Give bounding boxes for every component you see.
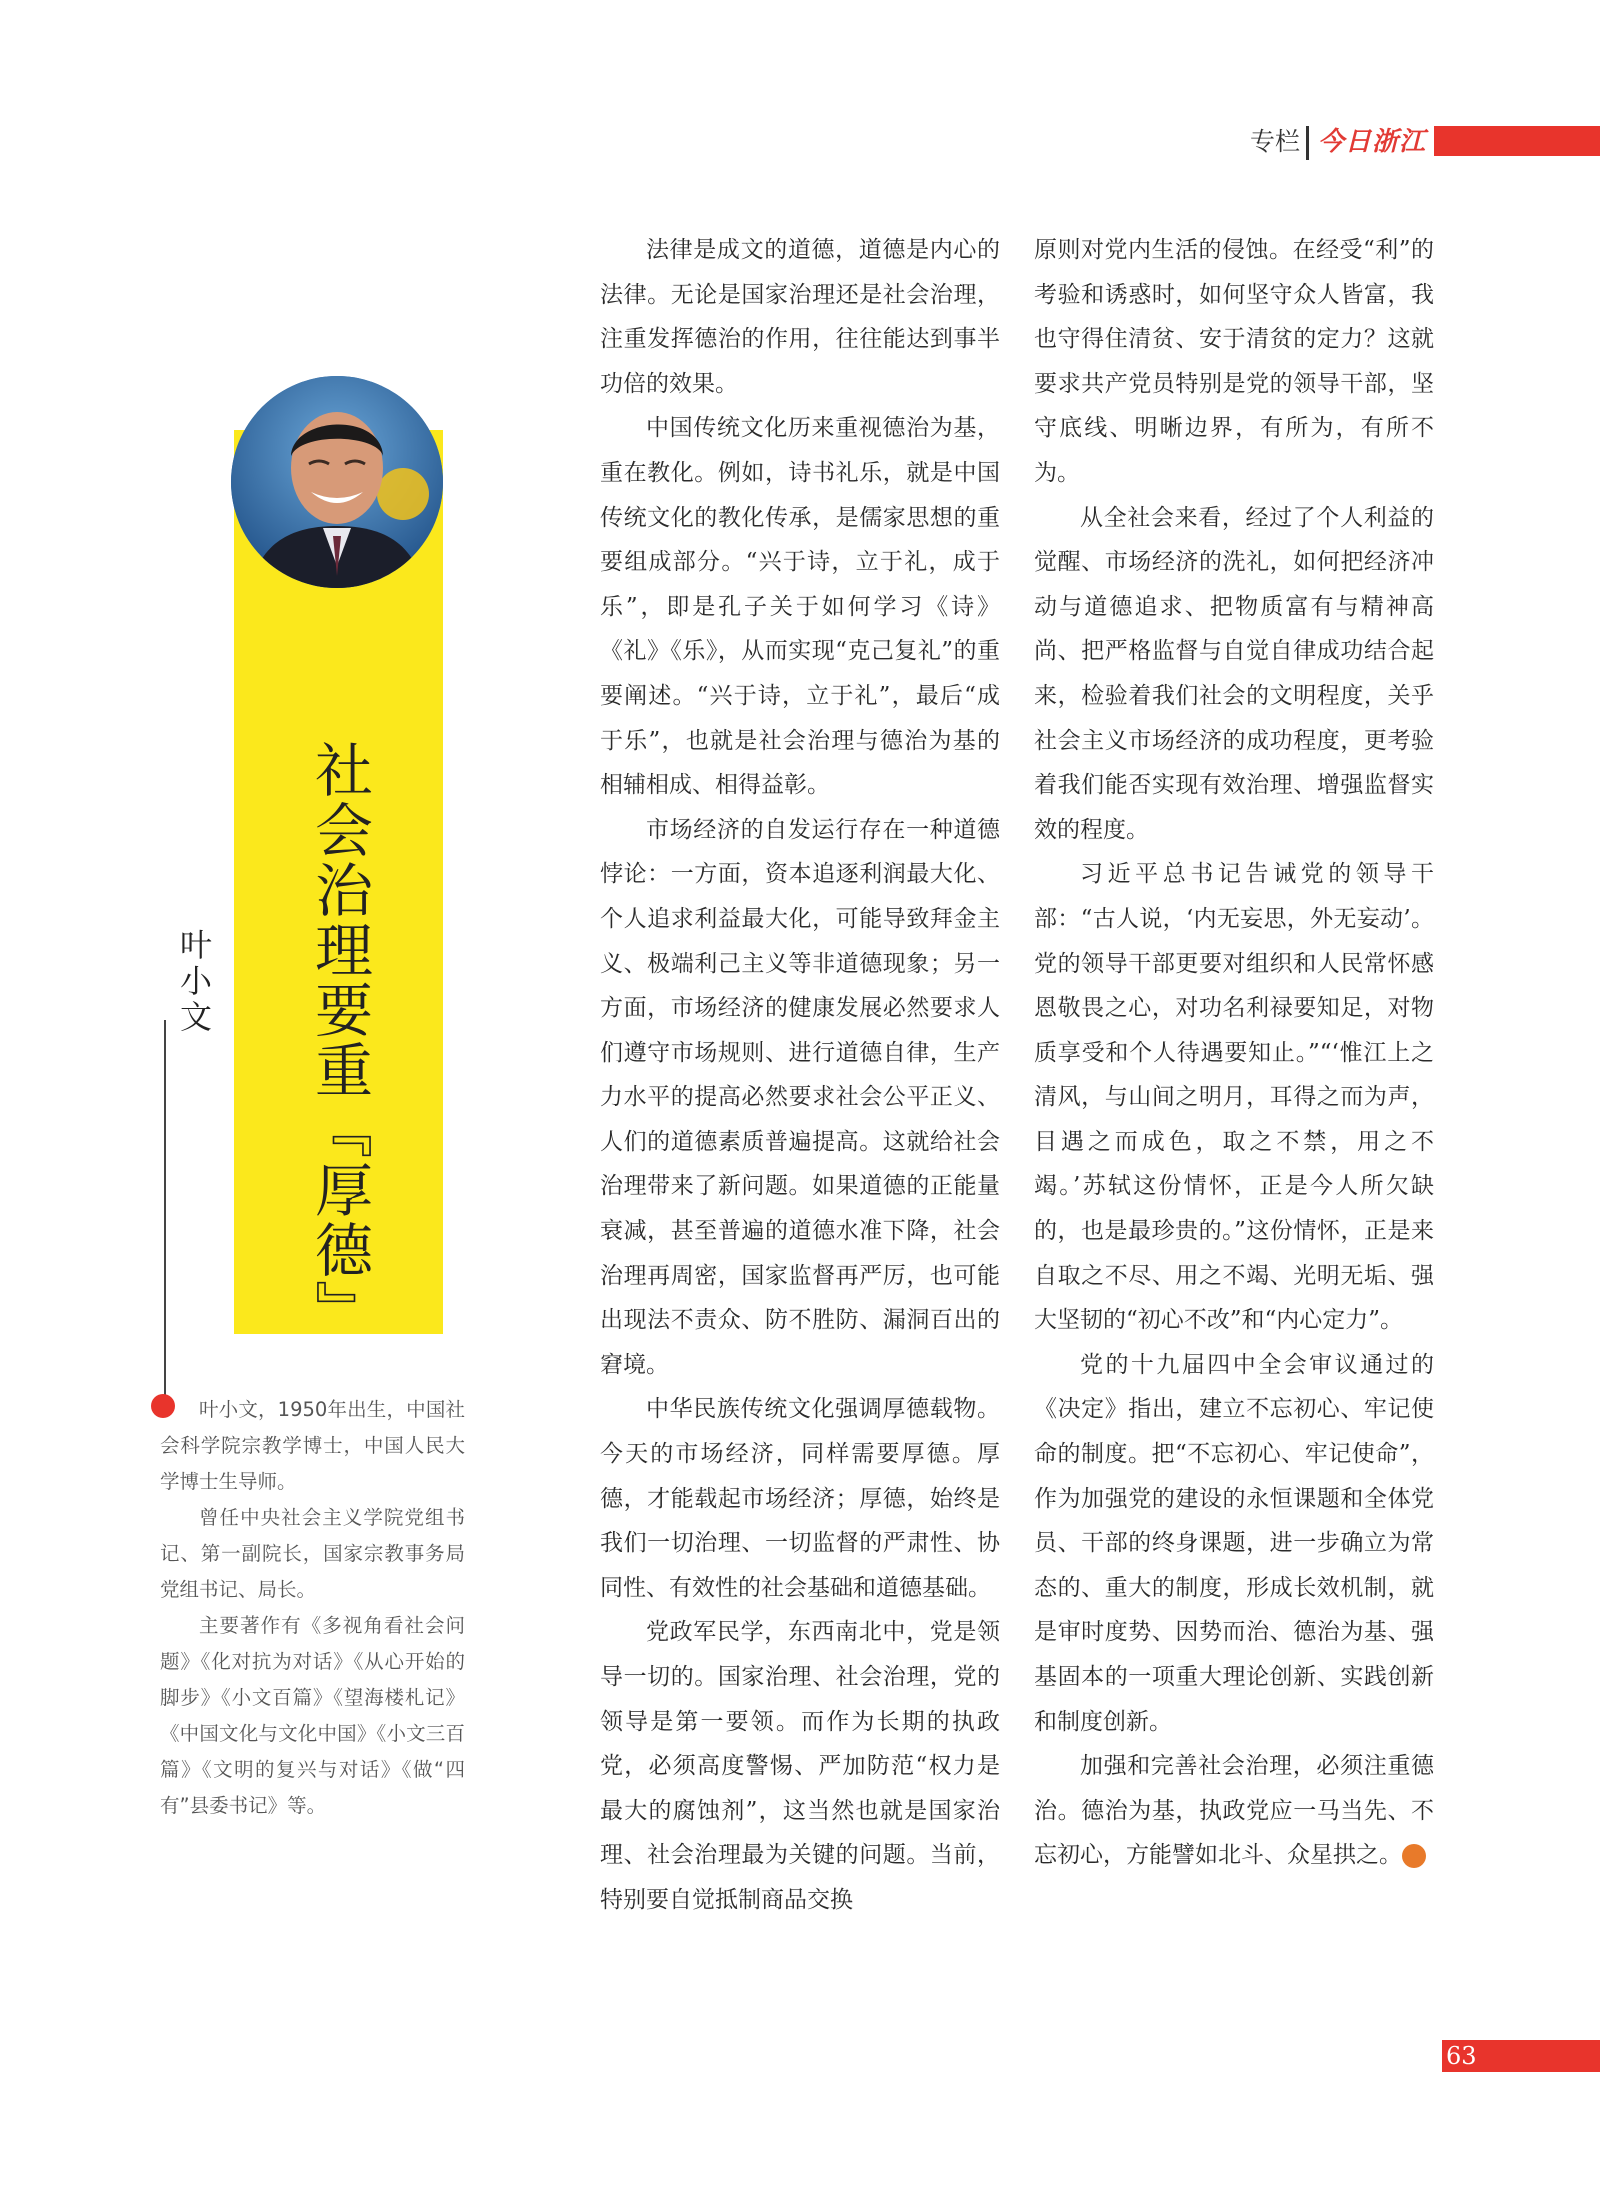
portrait-image bbox=[231, 376, 443, 588]
header-red-bar bbox=[1434, 126, 1600, 156]
paragraph: 中华民族传统文化强调厚德载物。今天的市场经济，同样需要厚德。厚德，才能载起市场经济；厚德，始终是我们一切治理、一切监督的严肃性、协同性、有效性的社会基础和道德基础。 bbox=[600, 1396, 1000, 1601]
paragraph: 原则对党内生活的侵蚀。在经受“利”的考验和诱惑时，如何坚守众人皆富，我也守得住清贫、安于清贫的定力？这就要求共产党员特别是党的领导干部，坚守底线、明晰边界，有所为，有所不为。 bbox=[1034, 237, 1434, 486]
author-bio bbox=[160, 1392, 465, 1824]
author-name: 叶小文 bbox=[175, 928, 213, 1036]
paragraph: 习近平总书记告诫党的领导干部：“古人说，‘内无妄思，外无妄动’。党的领导干部更要对组织和人民常怀感恩敬畏之心，对功名利禄要知足，对物质享受和个人待遇要知止。”“‘惟江上之清风，与山间之明月，耳得之而为声，目遇之而成色，取之不禁，用之不竭。’苏轼这份情怀，正是今人所欠缺的，也是最珍贵的。”这份情怀，正是来自取之不尽、用之不竭、光明无垢、强大坚韧的“初心不改”和“内心定力”。 bbox=[1034, 861, 1434, 1334]
paragraph: 市场经济的自发运行存在一种道德悖论：一方面，资本追逐利润最大化、个人追求利益最大化，可能导致拜金主义、极端利己主义等非道德现象；另一方面，市场经济的健康发展必然要求人们遵守市场规则、进行道德自律，生产力水平的提高必然要求社会公平正义、人们的道德素质普遍提高。这就给社会治理带来了新问题。如果道德的正能量衰减，甚至普遍的道德水准下降，社会治理再周密，国家监督再严厉，也可能出现法不责众、防不胜防、漏洞百出的窘境。 bbox=[600, 816, 1000, 1378]
body-column-1 bbox=[600, 228, 1000, 1923]
paragraph: 从全社会来看，经过了个人利益的觉醒、市场经济的洗礼，如何把经济冲动与道德追求、把物质富有与精神高尚、把严格监督与自觉自律成功结合起来，检验着我们社会的文明程度，关乎社会主义市场经济的成功程度，更考验着我们能否实现有效治理、增强监督实效的程度。 bbox=[1034, 504, 1434, 843]
section-label: 专栏 bbox=[1250, 127, 1301, 156]
end-mark-icon: 今 bbox=[1402, 1844, 1426, 1868]
body-column-2 bbox=[1034, 228, 1462, 1878]
author-rule bbox=[164, 1020, 166, 1404]
bio-paragraph: 主要著作有《多视角看社会问题》《化对抗为对话》《从心开始的脚步》《小文百篇》《望海楼札记》《中国文化与文化中国》《小文三百篇》《文明的复兴与对话》《做“四有”县委书记》等。 bbox=[160, 1614, 465, 1817]
author-portrait bbox=[231, 376, 443, 588]
bio-paragraph: 叶小文，1950年出生，中国社会科学院宗教学博士，中国人民大学博士生导师。 bbox=[160, 1398, 465, 1493]
paragraph: 中国传统文化历来重视德治为基，重在教化。例如，诗书礼乐，就是中国传统文化的教化传承，是儒家思想的重要组成部分。“兴于诗，立于礼，成于乐”，即是孔子关于如何学习《诗》《礼》《乐》，从而实现“克己复礼”的重要阐述。“兴于诗，立于礼”，最后“成于乐”，也就是社会治理与德治为基的相辅相成、相得益彰。 bbox=[600, 415, 1000, 799]
final-paragraph bbox=[1034, 1744, 1462, 1878]
paragraph: 党的十九届四中全会审议通过的《决定》指出，建立不忘初心、牢记使命的制度。把“不忘初心、牢记使命”，作为加强党的建设的永恒课题和全体党员、干部的终身课题，进一步确立为常态的、重大的制度，形成长效机制，就是审时度势、因势而治、德治为基、强基固本的一项重大理论创新、实践创新和制度创新。 bbox=[1034, 1351, 1434, 1735]
paragraph: 法律是成文的道德，道德是内心的法律。无论是国家治理还是社会治理，注重发挥德治的作用，往往能达到事半功倍的效果。 bbox=[600, 237, 1000, 397]
brand-logo: 今日浙江 bbox=[1318, 127, 1427, 157]
header-divider bbox=[1306, 126, 1309, 160]
article-title: 社会治理要重『厚德』 bbox=[305, 740, 373, 1340]
paragraph: 党政军民学，东西南北中，党是领导一切的。国家治理、社会治理，党的领导是第一要领。而作为长期的执政党，必须高度警惕、严加防范“权力是最大的腐蚀剂”，这当然也就是国家治理、社会治理最为关键的问题。当前，特别要自觉抵制商品交换 bbox=[600, 1619, 1000, 1913]
bio-paragraph: 曾任中央社会主义学院党组书记、第一副院长，国家宗教事务局党组书记、局长。 bbox=[160, 1506, 465, 1601]
page-number: 63 bbox=[1446, 2042, 1477, 2070]
paragraph-text: 加强和完善社会治理，必须注重德治。德治为基，执政党应一马当先、不忘初心，方能譬如北斗、众星拱之。 bbox=[1034, 1753, 1434, 1869]
